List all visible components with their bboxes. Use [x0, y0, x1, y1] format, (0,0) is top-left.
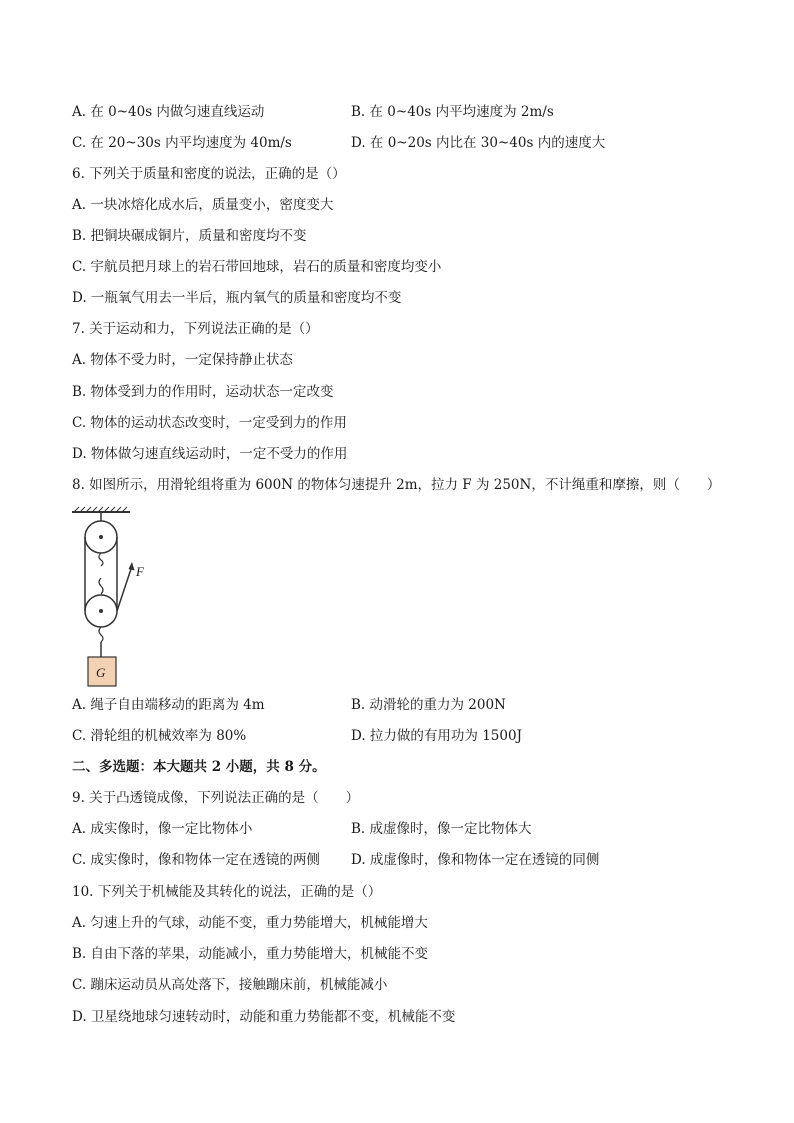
pulley-diagram [66, 504, 166, 689]
q5-option-d: D. 在 0~20s 内比在 30~40s 内的速度大 [351, 135, 606, 151]
q5-option-a: A. 在 0~40s 内做匀速直线运动 [72, 104, 265, 120]
q10-option-b: B. 自由下落的苹果，动能减小，重力势能增大，机械能不变 [72, 946, 429, 962]
q6-option-b: B. 把铜块碾成铜片，质量和密度均不变 [72, 228, 307, 244]
q8-stem: 8. 如图所示，用滑轮组将重为 600N 的物体匀速提升 2m，拉力 F 为 250N，不计绳重和摩擦，则（ ） [72, 477, 721, 493]
q6-stem: 6. 下列关于质量和密度的说法，正确的是（） [72, 166, 346, 182]
q10-stem: 10. 下列关于机械能及其转化的说法，正确的是（） [72, 884, 382, 900]
q8-option-a: A. 绳子自由端移动的距离为 4m [72, 697, 265, 713]
force-label: F [136, 564, 144, 579]
q6-option-a: A. 一块冰熔化成水后，质量变小，密度变大 [72, 197, 334, 213]
q7-option-c: C. 物体的运动状态改变时，一定受到力的作用 [72, 415, 347, 431]
q10-option-d: D. 卫星绕地球匀速转动时，动能和重力势能都不变，机械能不变 [72, 1009, 456, 1025]
q6-option-c: C. 宇航员把月球上的岩石带回地球，岩石的质量和密度均变小 [72, 259, 442, 275]
q10-option-c: C. 蹦床运动员从高处落下，接触蹦床前，机械能减小 [72, 977, 388, 993]
q9-option-c: C. 成实像时，像和物体一定在透镜的两侧 [72, 852, 320, 868]
q9-option-a: A. 成实像时，像一定比物体小 [72, 821, 253, 837]
section-heading: 二、多选题：本大题共 2 小题，共 8 分。 [72, 759, 326, 775]
q9-stem: 9. 关于凸透镜成像，下列说法正确的是（ ） [72, 790, 360, 806]
q8-option-d: D. 拉力做的有用功为 1500J [351, 728, 522, 744]
q8-option-c: C. 滑轮组的机械效率为 80% [72, 728, 247, 744]
weight-label: G [96, 665, 106, 680]
q7-stem: 7. 关于运动和力，下列说法正确的是（） [72, 321, 319, 337]
q7-option-d: D. 物体做匀速直线运动时，一定不受力的作用 [72, 446, 348, 462]
q8-option-b: B. 动滑轮的重力为 200N [351, 697, 506, 713]
q10-option-a: A. 匀速上升的气球，动能不变，重力势能增大，机械能增大 [72, 915, 428, 931]
q6-option-d: D. 一瓶氧气用去一半后，瓶内氧气的质量和密度均不变 [72, 290, 402, 306]
q5-option-c: C. 在 20~30s 内平均速度为 40m/s [72, 135, 292, 151]
q9-option-d: D. 成虚像时，像和物体一定在透镜的同侧 [351, 852, 600, 868]
q5-option-b: B. 在 0~40s 内平均速度为 2m/s [351, 104, 554, 120]
q7-option-b: B. 物体受到力的作用时，运动状态一定改变 [72, 384, 334, 400]
q7-option-a: A. 物体不受力时，一定保持静止状态 [72, 352, 293, 368]
q9-option-b: B. 成虚像时，像一定比物体大 [351, 821, 532, 837]
